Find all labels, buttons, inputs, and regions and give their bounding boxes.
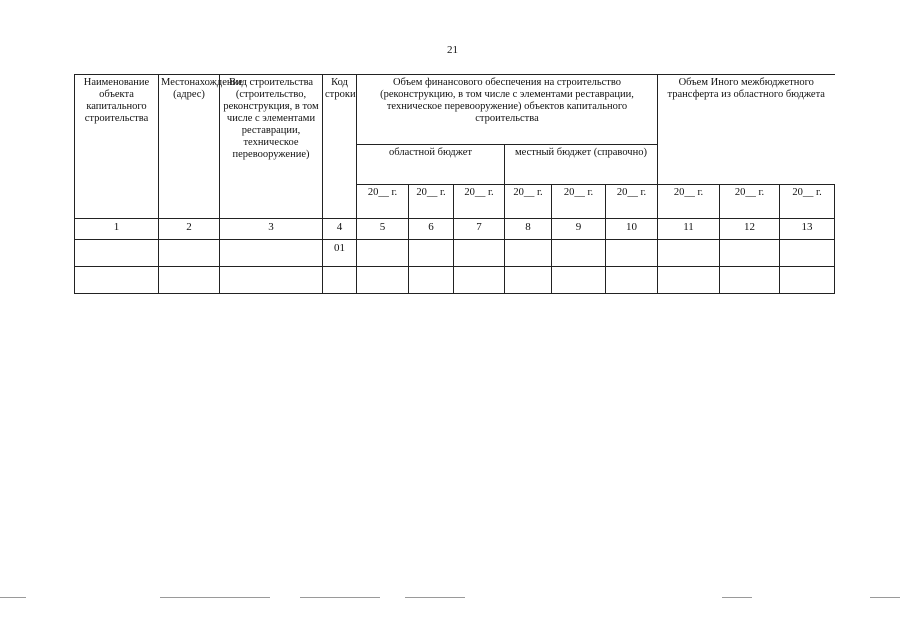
cell-value [357,267,409,294]
column-number: 5 [357,219,409,240]
header-regional-budget: областной бюджет [357,145,505,185]
year-col-8: 20__ г. [505,185,552,219]
scan-artifact-line [300,597,380,598]
cell-object-name [75,240,159,267]
cell-row-code [323,267,357,294]
year-col-7: 20__ г. [454,185,505,219]
column-number: 6 [409,219,454,240]
cell-value [658,240,720,267]
year-col-13: 20__ г. [780,185,835,219]
header-object-name: Наименование объекта капитального строительства [75,75,159,219]
cell-location [159,240,220,267]
header-location: Местонахождение (адрес) [159,75,220,219]
capital-construction-form-table [74,74,835,294]
cell-value [720,240,780,267]
year-col-10: 20__ г. [606,185,658,219]
column-number: 12 [720,219,780,240]
column-number: 7 [454,219,505,240]
column-number: 3 [220,219,323,240]
column-number: 10 [606,219,658,240]
header-financing-volume: Объем финансового обеспечения на строительство (реконструкцию, в том числе с элементами реставрации, техническое перевооружение) объектов капитального строительства [357,75,658,145]
header-row-code: Код строки [323,75,357,219]
cell-value [409,267,454,294]
cell-construction-type [220,267,323,294]
year-col-12: 20__ г. [720,185,780,219]
column-number: 4 [323,219,357,240]
scan-artifact-line [405,597,465,598]
column-number: 11 [658,219,720,240]
cell-object-name [75,267,159,294]
cell-value [780,267,835,294]
cell-value [454,267,505,294]
column-number: 2 [159,219,220,240]
cell-value [505,240,552,267]
cell-value [409,240,454,267]
cell-value [552,240,606,267]
cell-value [505,267,552,294]
cell-value [606,240,658,267]
table-row [75,240,835,267]
year-col-11: 20__ г. [658,185,720,219]
cell-construction-type [220,240,323,267]
scan-artifact-line [0,597,26,598]
cell-row-code: 01 [323,240,357,267]
cell-value [552,267,606,294]
scan-artifact-line [870,597,900,598]
cell-value [658,267,720,294]
header-interbudget-transfer: Объем Иного межбюджетного трансферта из областного бюджета [658,75,835,185]
column-number: 13 [780,219,835,240]
year-col-5: 20__ г. [357,185,409,219]
scan-artifact-line [160,597,270,598]
column-number: 8 [505,219,552,240]
table-row [75,267,835,294]
cell-location [159,267,220,294]
year-col-6: 20__ г. [409,185,454,219]
cell-value [780,240,835,267]
page-number: 21 [447,44,458,56]
header-local-budget: местный бюджет (справочно) [505,145,658,185]
header-construction-type: Вид строительства (строительство, реконструкция, в том числе с элементами реставрации, техническое перевооружение) [220,75,323,219]
column-number: 9 [552,219,606,240]
year-col-9: 20__ г. [552,185,606,219]
column-number: 1 [75,219,159,240]
cell-value [454,240,505,267]
column-number-row [75,219,835,240]
cell-value [720,267,780,294]
scan-artifact-line [722,597,752,598]
cell-value [606,267,658,294]
cell-value [357,240,409,267]
